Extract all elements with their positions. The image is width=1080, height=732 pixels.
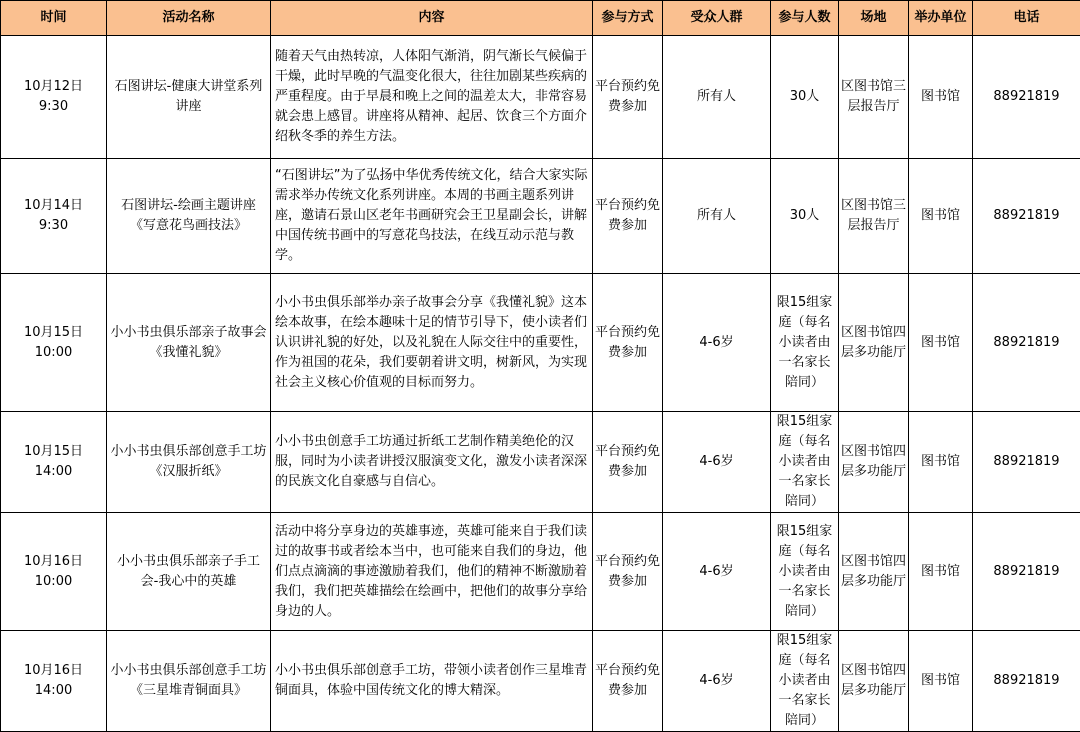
count-cell: 限15组家庭（每名小读者由一名家长陪同） xyxy=(771,513,839,631)
date-text: 10月14日 xyxy=(24,198,83,213)
audience-cell: 4-6岁 xyxy=(663,412,771,513)
phone-cell: 88921819 xyxy=(973,36,1080,159)
table-row xyxy=(1,631,1080,732)
time-cell xyxy=(1,36,107,159)
method-cell: 平台预约免费参加 xyxy=(593,513,663,631)
count-cell: 限15组家庭（每名小读者由一名家长陪同） xyxy=(771,274,839,412)
time-cell xyxy=(1,412,107,513)
table-row xyxy=(1,513,1080,631)
activity-name-cell: 小小书虫俱乐部创意手工坊《汉服折纸》 xyxy=(107,412,271,513)
header-time: 时间 xyxy=(1,1,107,36)
table-row xyxy=(1,36,1080,159)
count-cell: 30人 xyxy=(771,159,839,274)
count-cell: 限15组家庭（每名小读者由一名家长陪同） xyxy=(771,412,839,513)
date-text: 10月16日 xyxy=(24,663,83,678)
header-organizer: 举办单位 xyxy=(909,1,973,36)
time-text: 10:00 xyxy=(35,345,72,360)
content-cell: 小小书虫俱乐部举办亲子故事会分享《我懂礼貌》这本绘本故事，在绘本趣味十足的情节引导下，使小读者们认识讲礼貌的好处，以及礼貌在人际交往中的重要性，作为祖国的花朵，我们要朝着讲文明，树新风，为实现社会主义核心价值观的目标而努力。 xyxy=(271,274,593,412)
time-text: 9:30 xyxy=(39,99,68,114)
time-text: 14:00 xyxy=(35,464,72,479)
audience-cell: 4-6岁 xyxy=(663,274,771,412)
phone-cell: 88921819 xyxy=(973,412,1080,513)
content-cell: 小小书虫创意手工坊通过折纸工艺制作精美绝伦的汉服，同时为小读者讲授汉服演变文化，激发小读者深深的民族文化自豪感与自信心。 xyxy=(271,412,593,513)
content-cell: 随着天气由热转凉，人体阳气渐消，阴气渐长气候偏于干燥，此时早晚的气温变化很大，往往加剧某些疾病的严重程度。由于早晨和晚上之间的温差太大，非常容易就会患上感冒。讲座将从精神、起居、饮食三个方面介绍秋冬季的养生方法。 xyxy=(271,36,593,159)
method-cell: 平台预约免费参加 xyxy=(593,36,663,159)
audience-cell: 所有人 xyxy=(663,159,771,274)
phone-cell: 88921819 xyxy=(973,513,1080,631)
count-cell: 限15组家庭（每名小读者由一名家长陪同） xyxy=(771,631,839,732)
organizer-cell: 图书馆 xyxy=(909,36,973,159)
table-row xyxy=(1,159,1080,274)
time-text: 10:00 xyxy=(35,574,72,589)
header-audience: 受众人群 xyxy=(663,1,771,36)
organizer-cell: 图书馆 xyxy=(909,274,973,412)
venue-cell: 区图书馆四层多功能厅 xyxy=(839,631,909,732)
content-cell: 小小书虫俱乐部创意手工坊，带领小读者创作三星堆青铜面具，体验中国传统文化的博大精深。 xyxy=(271,631,593,732)
activity-name-cell: 小小书虫俱乐部亲子手工会-我心中的英雄 xyxy=(107,513,271,631)
time-cell xyxy=(1,513,107,631)
phone-cell: 88921819 xyxy=(973,274,1080,412)
organizer-cell: 图书馆 xyxy=(909,159,973,274)
audience-cell: 4-6岁 xyxy=(663,513,771,631)
content-cell: 活动中将分享身边的英雄事迹，英雄可能来自于我们读过的故事书或者绘本当中，也可能来自我们的身边，他们点点滴滴的事迹激励着我们，他们的精神不断激励着我们，我们把英雄描绘在绘画中，把他们的故事分享给身边的人。 xyxy=(271,513,593,631)
date-text: 10月15日 xyxy=(24,444,83,459)
activity-name-cell: 小小书虫俱乐部创意手工坊《三星堆青铜面具》 xyxy=(107,631,271,732)
method-cell: 平台预约免费参加 xyxy=(593,159,663,274)
time-cell xyxy=(1,274,107,412)
venue-cell: 区图书馆三层报告厅 xyxy=(839,159,909,274)
time-cell xyxy=(1,631,107,732)
date-text: 10月16日 xyxy=(24,554,83,569)
content-cell: “石图讲坛”为了弘扬中华优秀传统文化，结合大家实际需求举办传统文化系列讲座。本周的书画主题系列讲座，邀请石景山区老年书画研究会王卫星副会长，讲解中国传统书画中的写意花鸟技法，在线互动示范与教学。 xyxy=(271,159,593,274)
venue-cell: 区图书馆四层多功能厅 xyxy=(839,412,909,513)
header-phone: 电话 xyxy=(973,1,1080,36)
audience-cell: 4-6岁 xyxy=(663,631,771,732)
table-row xyxy=(1,274,1080,412)
venue-cell: 区图书馆三层报告厅 xyxy=(839,36,909,159)
method-cell: 平台预约免费参加 xyxy=(593,274,663,412)
table-row xyxy=(1,412,1080,513)
organizer-cell: 图书馆 xyxy=(909,631,973,732)
time-text: 9:30 xyxy=(39,218,68,233)
organizer-cell: 图书馆 xyxy=(909,412,973,513)
date-text: 10月15日 xyxy=(24,325,83,340)
method-cell: 平台预约免费参加 xyxy=(593,631,663,732)
venue-cell: 区图书馆四层多功能厅 xyxy=(839,513,909,631)
time-cell xyxy=(1,159,107,274)
date-text: 10月12日 xyxy=(24,79,83,94)
time-text: 14:00 xyxy=(35,683,72,698)
audience-cell: 所有人 xyxy=(663,36,771,159)
header-name: 活动名称 xyxy=(107,1,271,36)
method-cell: 平台预约免费参加 xyxy=(593,412,663,513)
venue-cell: 区图书馆四层多功能厅 xyxy=(839,274,909,412)
phone-cell: 88921819 xyxy=(973,159,1080,274)
header-content: 内容 xyxy=(271,1,593,36)
count-cell: 30人 xyxy=(771,36,839,159)
header-method: 参与方式 xyxy=(593,1,663,36)
header-count: 参与人数 xyxy=(771,1,839,36)
activity-name-cell: 小小书虫俱乐部亲子故事会《我懂礼貌》 xyxy=(107,274,271,412)
header-venue: 场地 xyxy=(839,1,909,36)
header-row xyxy=(1,1,1080,36)
organizer-cell: 图书馆 xyxy=(909,513,973,631)
phone-cell: 88921819 xyxy=(973,631,1080,732)
activity-name-cell: 石图讲坛-绘画主题讲座《写意花鸟画技法》 xyxy=(107,159,271,274)
activity-name-cell: 石图讲坛-健康大讲堂系列讲座 xyxy=(107,36,271,159)
